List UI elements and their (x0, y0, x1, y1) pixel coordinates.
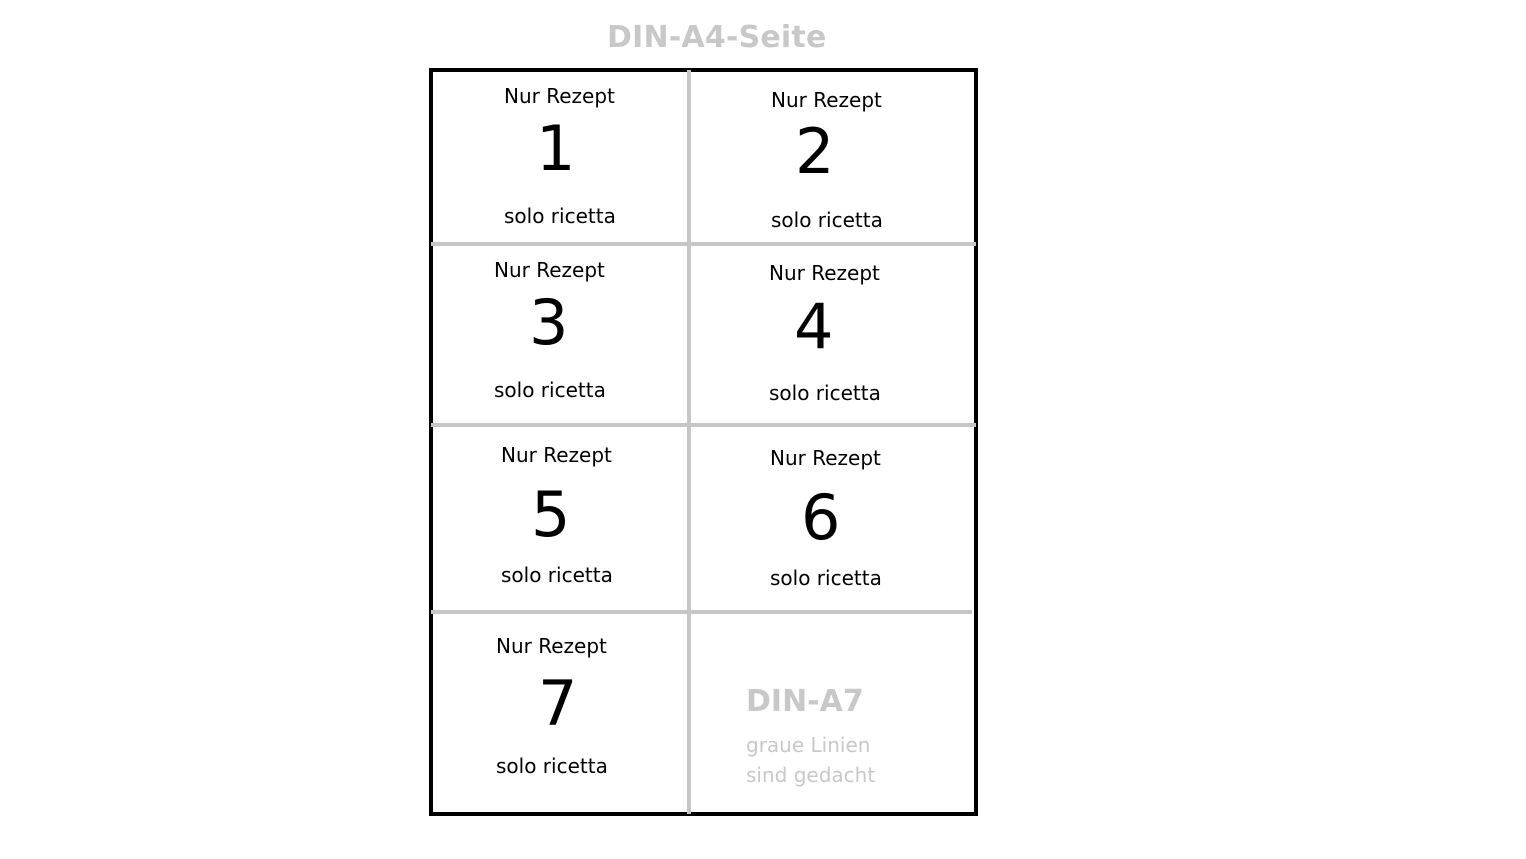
card-1-bottom-label: solo ricetta (504, 204, 616, 228)
card-1-top-label: Nur Rezept (504, 84, 615, 108)
card-7-bottom-label: solo ricetta (496, 754, 608, 778)
card-2-bottom-label: solo ricetta (771, 208, 883, 232)
card-4-number: 4 (794, 290, 834, 363)
card-3-bottom-label: solo ricetta (494, 378, 606, 402)
card-3-top-label: Nur Rezept (494, 258, 605, 282)
a4-sheet-outline (429, 68, 978, 816)
legend-note-line-1: graue Linien (746, 733, 871, 757)
page-title: DIN-A4-Seite (607, 20, 827, 55)
card-7-top-label: Nur Rezept (496, 634, 607, 658)
vertical-cut-line (687, 70, 691, 814)
card-4-top-label: Nur Rezept (769, 261, 880, 285)
card-6-top-label: Nur Rezept (770, 446, 881, 470)
card-1-number: 1 (536, 112, 576, 185)
card-2-number: 2 (795, 115, 835, 188)
horizontal-cut-line-3 (431, 610, 972, 614)
legend-note-line-2: sind gedacht (746, 763, 876, 787)
card-5-bottom-label: solo ricetta (501, 563, 613, 587)
horizontal-cut-line-1 (431, 242, 976, 246)
din-a7-legend-title: DIN-A7 (746, 684, 864, 719)
card-6-number: 6 (801, 481, 841, 554)
card-6-bottom-label: solo ricetta (770, 566, 882, 590)
card-2-top-label: Nur Rezept (771, 88, 882, 112)
card-3-number: 3 (529, 286, 569, 359)
card-5-top-label: Nur Rezept (501, 443, 612, 467)
horizontal-cut-line-2 (431, 423, 976, 427)
card-4-bottom-label: solo ricetta (769, 381, 881, 405)
card-5-number: 5 (531, 478, 571, 551)
card-7-number: 7 (538, 667, 578, 740)
